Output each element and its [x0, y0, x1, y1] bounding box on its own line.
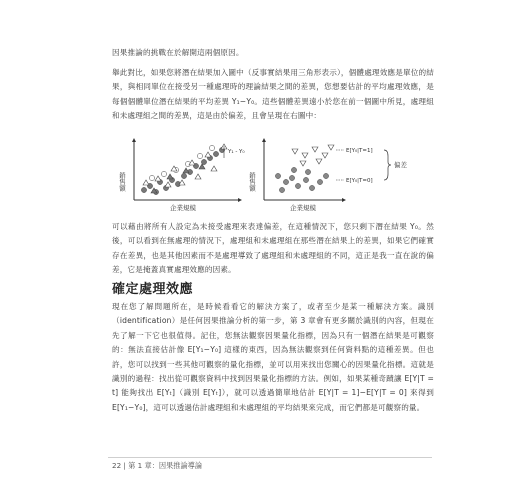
- right-label-top: E[Y₀|T=1]: [346, 148, 373, 154]
- right-label-bottom: E[Y₀|T=0]: [346, 178, 373, 184]
- right-bottom-circles: [275, 167, 328, 192]
- paragraph-bias: 可以藉由將所有人設定為未接受處理來表達偏差，在這種情況下，您只剩下潛在結果 Y₀。然後，可以看到在無處理的情況下，處理組和未處理組在那些潛在結果上的差異，如果它們確實存在差異，也是其他因素而不是處理導致了處理組和未處理組的不同，這正是我一直在說的偏差，它是掩蓋真實處理效應的因素。: [112, 222, 434, 275]
- paragraph-identification: 現在您了解問題所在，是時候看看它的解決方案了，或者至少是某一種解決方案。識別（identification）是任何因果推論分析的第一步，第 3 章會有更多關於識別的內容，但現在先了解一下它也很值得。記住，您無法觀察因果量化指標，因為只有一個潛在結果是可觀察的：無法直接估計像 E[Y₁−Y₀] 這樣的東西，因為無法觀察到任何資料點的這種差異。但也許，您可以找到一些其他可觀察的量化指標，並可以用來找出您關心的因果量化指標。這就是識別的過程：找出從可觀察資料中找到因果量化指標的方法。例如，如果某種奇蹟讓 E[Y|T = t] 能夠找出 E[Yₜ]（識別 E[Yₜ]），就可以透過簡單地估計 E[Y|T = 1]−E[Y|T = 0] 來得到 E[Y₁−Y₀]，這可以透過估計處理組和未處理組的平均結果來完成，而它們都是可觀察的量。: [112, 302, 434, 412]
- left-y-label: 銷售額: [118, 172, 126, 192]
- left-x-label: 企業規模: [170, 204, 196, 212]
- page-number: 22: [112, 461, 122, 470]
- bias-figure: [112, 136, 412, 214]
- left-panel: [118, 138, 245, 212]
- section-heading: 確定處理效應: [112, 282, 194, 297]
- paragraph-potential-outcomes: 舉此對比，如果您將潛在結果加入圖中（反事實結果用三角形表示），個體處理效應是單位的結果，與相同單位在接受另一種處理時的理論結果之間的差異，您想要估計的平均處理效應，是每個個體單位潛在結果的平均差異 Y₁−Y₀。這些個體差異遠小於您在前一個圖中所見，處理組和未處理組之間的差異，這是由於偏差，且會呈現在右圖中：: [112, 68, 434, 121]
- left-triangles: [143, 144, 227, 193]
- right-x-label: 企業規模: [290, 204, 316, 212]
- paragraph-intro: 因果推論的挑戰在於解開這兩個原因。: [112, 48, 244, 57]
- right-top-triangles: [292, 145, 334, 166]
- right-panel: [248, 138, 408, 212]
- footer-divider: [108, 457, 432, 458]
- page-footer: [112, 461, 202, 471]
- footer-separator: |: [123, 461, 129, 470]
- right-brace-label: 偏差: [394, 161, 407, 169]
- left-annotation: Y₁ - Y₀: [228, 149, 245, 155]
- right-y-label: 銷售額: [248, 172, 256, 192]
- chapter-title: 第 1 章：因果推論導論: [128, 461, 203, 470]
- bias-brace: [384, 150, 391, 180]
